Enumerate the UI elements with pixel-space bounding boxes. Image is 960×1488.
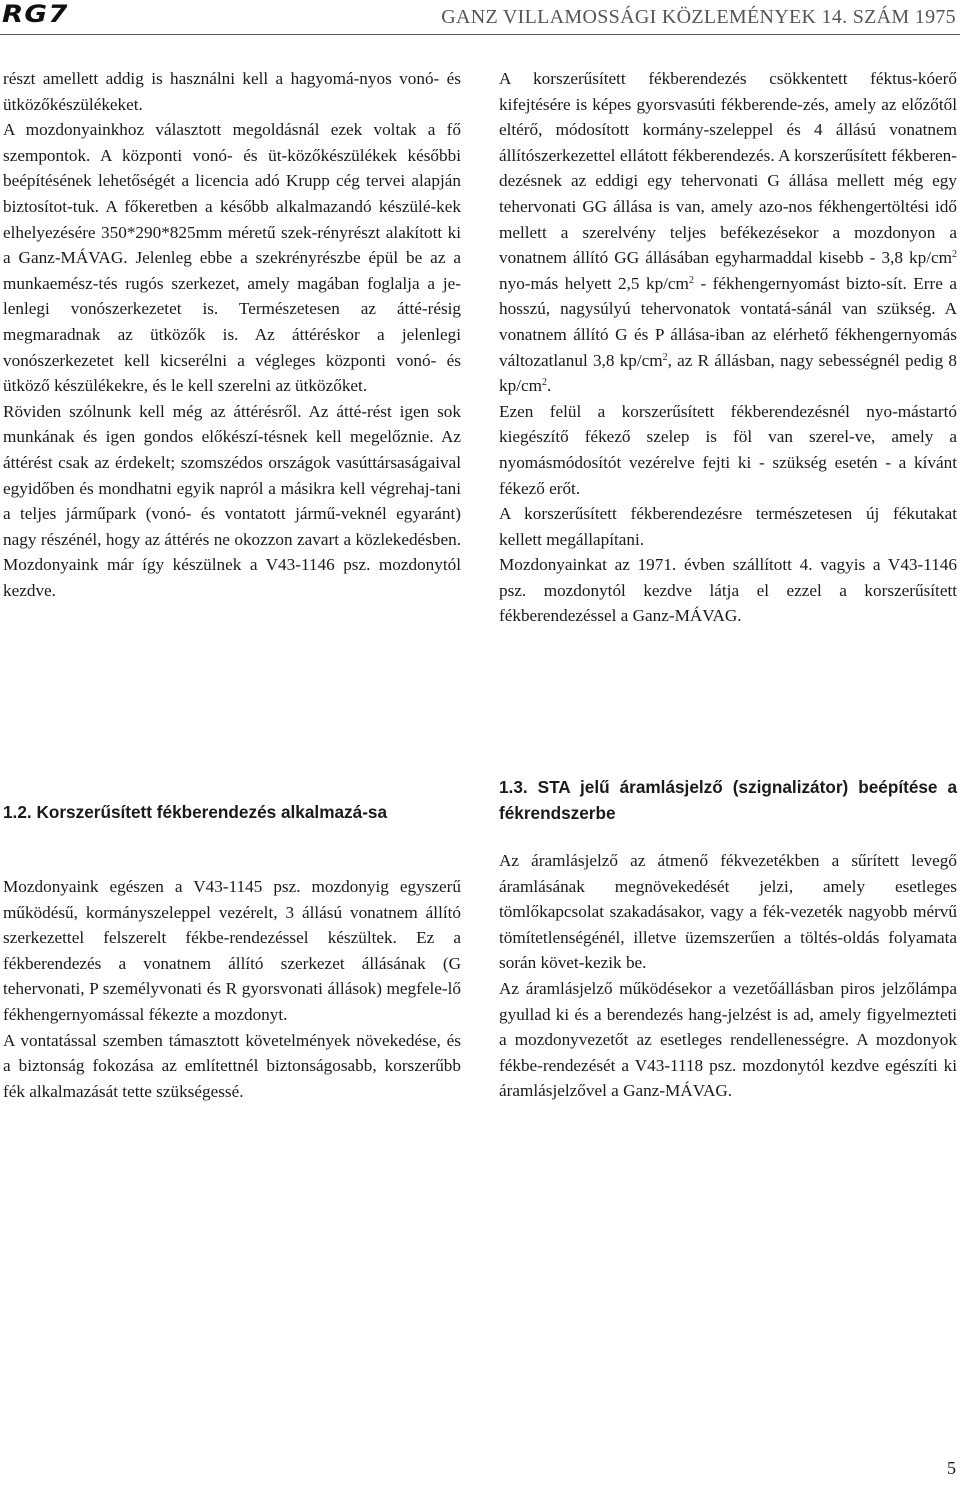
journal-logo: RG7 (2, 0, 69, 28)
paragraph: Röviden szólnunk kell még az áttérésről. Az átté-rést igen sok munkának és igen gondos előkészí-tésnek kell megelőznie. Az áttérést csak az érdekelt; szomszédos országok vasúttársaságaival egyidőben és mondhatni egyik napról a másikra kell végrehaj-tani a teljes járműpark (vonó- és vontatott jármű-veknél egyaránt) nagy részénél, hogy az áttérés ne okozzon zavart a közlekedésben. Mozdonyaink már így készülnek a V43-1146 psz. mozdonytól kezdve. (3, 401, 461, 600)
paragraph: Az áramlásjelző az átmenő fékvezetékben a sűrített levegő áramlásának megnövekedését jelzi, amely esetleges tömlőkapcsolat szakadásakor, vagy a fék-vezeték nagyobb mérvű tömítetlenségénél, illetve üzemszerűen a töltés-oldás folyamata során követ-kezik be. (499, 851, 957, 973)
right-column-top (499, 66, 957, 629)
section-heading: 1.3. STA jelű áramlásjelző (szignalizátor) beépítése a fékrendszerbe (499, 777, 957, 823)
paragraph: Az áramlásjelző működésekor a vezetőállásban piros jelzőlámpa gyullad ki és a berendezés hang-jelzést is ad, amely figyelmezteti a mozdonyvezetőt az esetleges rendellenességre. A mozdonyok fékbe-rendezését a V43-1118 psz. mozdonytól kezdve egészíti ki áramlásjelzővel a Ganz-MÁVAG. (499, 978, 957, 1101)
paragraph: Ezen felül a korszerűsített fékberendezésnél nyo-mástartó kiegészítő fékező szelep is föl van szerel-ve, amely a nyomásmódosítót vezérelve fejti ki - szükség esetén - a kívánt fékező erőt. (499, 401, 957, 498)
paragraph: A korszerűsített fékberendezés csökkentett féktus-kóerő kifejtésére is képes gyorsvasúti fékberende-zés, amely az előzőtől eltérő, módosított kormány-szeleppel és 4 állású vonatnem állítószerkezettel ellátott fékberendezés. A korszerűsített fékberen-dezésnek az eddigi egy tehervonati G állása mellett még egy tehervonati GG állása is van, amely azo-nos fékhengertöltési idő mellett a szerelvény teljes befékezésekor a mozdonyon a vonatnem állító GG állásában egyharmaddal kisebb - 3,8 $kp/cm^2$ nyo-más helyett 2,5 $kp/cm^2$ - fékhengernyomást bizto-sít. Erre a hosszú, nagysúlyú tehervonatok vontatá-sánál van szükség. A vonatnem állító G és P állása-iban az elérhető fékhengernyomás változatlanul 3,8 $kp/cm^2$, az R állásban, nagy sebességnél pedig 8 $kp/cm^2$. (499, 69, 957, 396)
paragraph: A korszerűsített fékberendezésre természetesen új fékutakat kellett megállapítani. (499, 504, 957, 549)
left-column-bottom (3, 874, 461, 1104)
right-section-1-3 (499, 775, 957, 826)
paragraph: részt amellett addig is használni kell a hagyomá-nyos vonó- és ütközőkészülékeket. (3, 69, 461, 114)
right-column-bottom (499, 848, 957, 1104)
journal-title: GANZ VILLAMOSSÁGI KÖZLEMÉNYEK 14. SZÁM 1975 (441, 6, 956, 28)
paragraph: A mozdonyainkhoz választott megoldásnál ezek voltak a fő szempontok. A központi vonó- és üt-közőkészülékek későbbi beépítésének lehetőségét a licencia adó Krupp cég tervei alapján biztosítot-tuk. A főkeretben a később alkalmazandó készülé-kek elhelyezésére 350*290*825mm méretű szek-rényrészt alakított ki a Ganz-MÁVAG. Jelenleg ebbe a szekrényrészbe épül be az a munkaemész-tés rugós szerkezet, amely magában foglalja a je-lenlegi vonószerkezetet is. Természetesen az átté-résig megmaradnak az ütközők is. Az áttéréskor a jelenlegi vonószerkezetet kell kicserélni a végleges központi vonó- és ütköző készülékekre, és le kell szerelni az ütközőket. (3, 120, 461, 396)
paragraph: Mozdonyaink egészen a V43-1145 psz. mozdonyig egyszerű működésű, kormányszeleppel vezérelt, 3 állású vonatnem állító szerkezettel felszerelt fékbe-rendezéssel készültek. Ez a fékberendezés a vonatnem állító szerkezet állásának (G tehervonati, P személyvonati és R gyorsvonati állások) megfele-lő fékhengernyomással fékezte a mozdonyt. (3, 877, 461, 1024)
page-number: 5 (947, 1458, 956, 1478)
left-column-top (3, 66, 461, 603)
paragraph: A vontatással szemben támasztott követelmények növekedése, és a biztonság fokozása az említettnél biztonságosabb, korszerűbb fék alkalmazását tette szükségessé. (3, 1030, 461, 1101)
left-section-1-2 (3, 800, 461, 826)
paragraph: Mozdonyainkat az 1971. évben szállított 4. vagyis a V43-1146 psz. mozdonytól kezdve látja el ezzel a korszerűsített fékberendezéssel a Ganz-MÁVAG. (499, 555, 957, 626)
section-heading: 1.2. Korszerűsített fékberendezés alkalmazá-sa (3, 802, 388, 822)
page-header (0, 0, 960, 35)
